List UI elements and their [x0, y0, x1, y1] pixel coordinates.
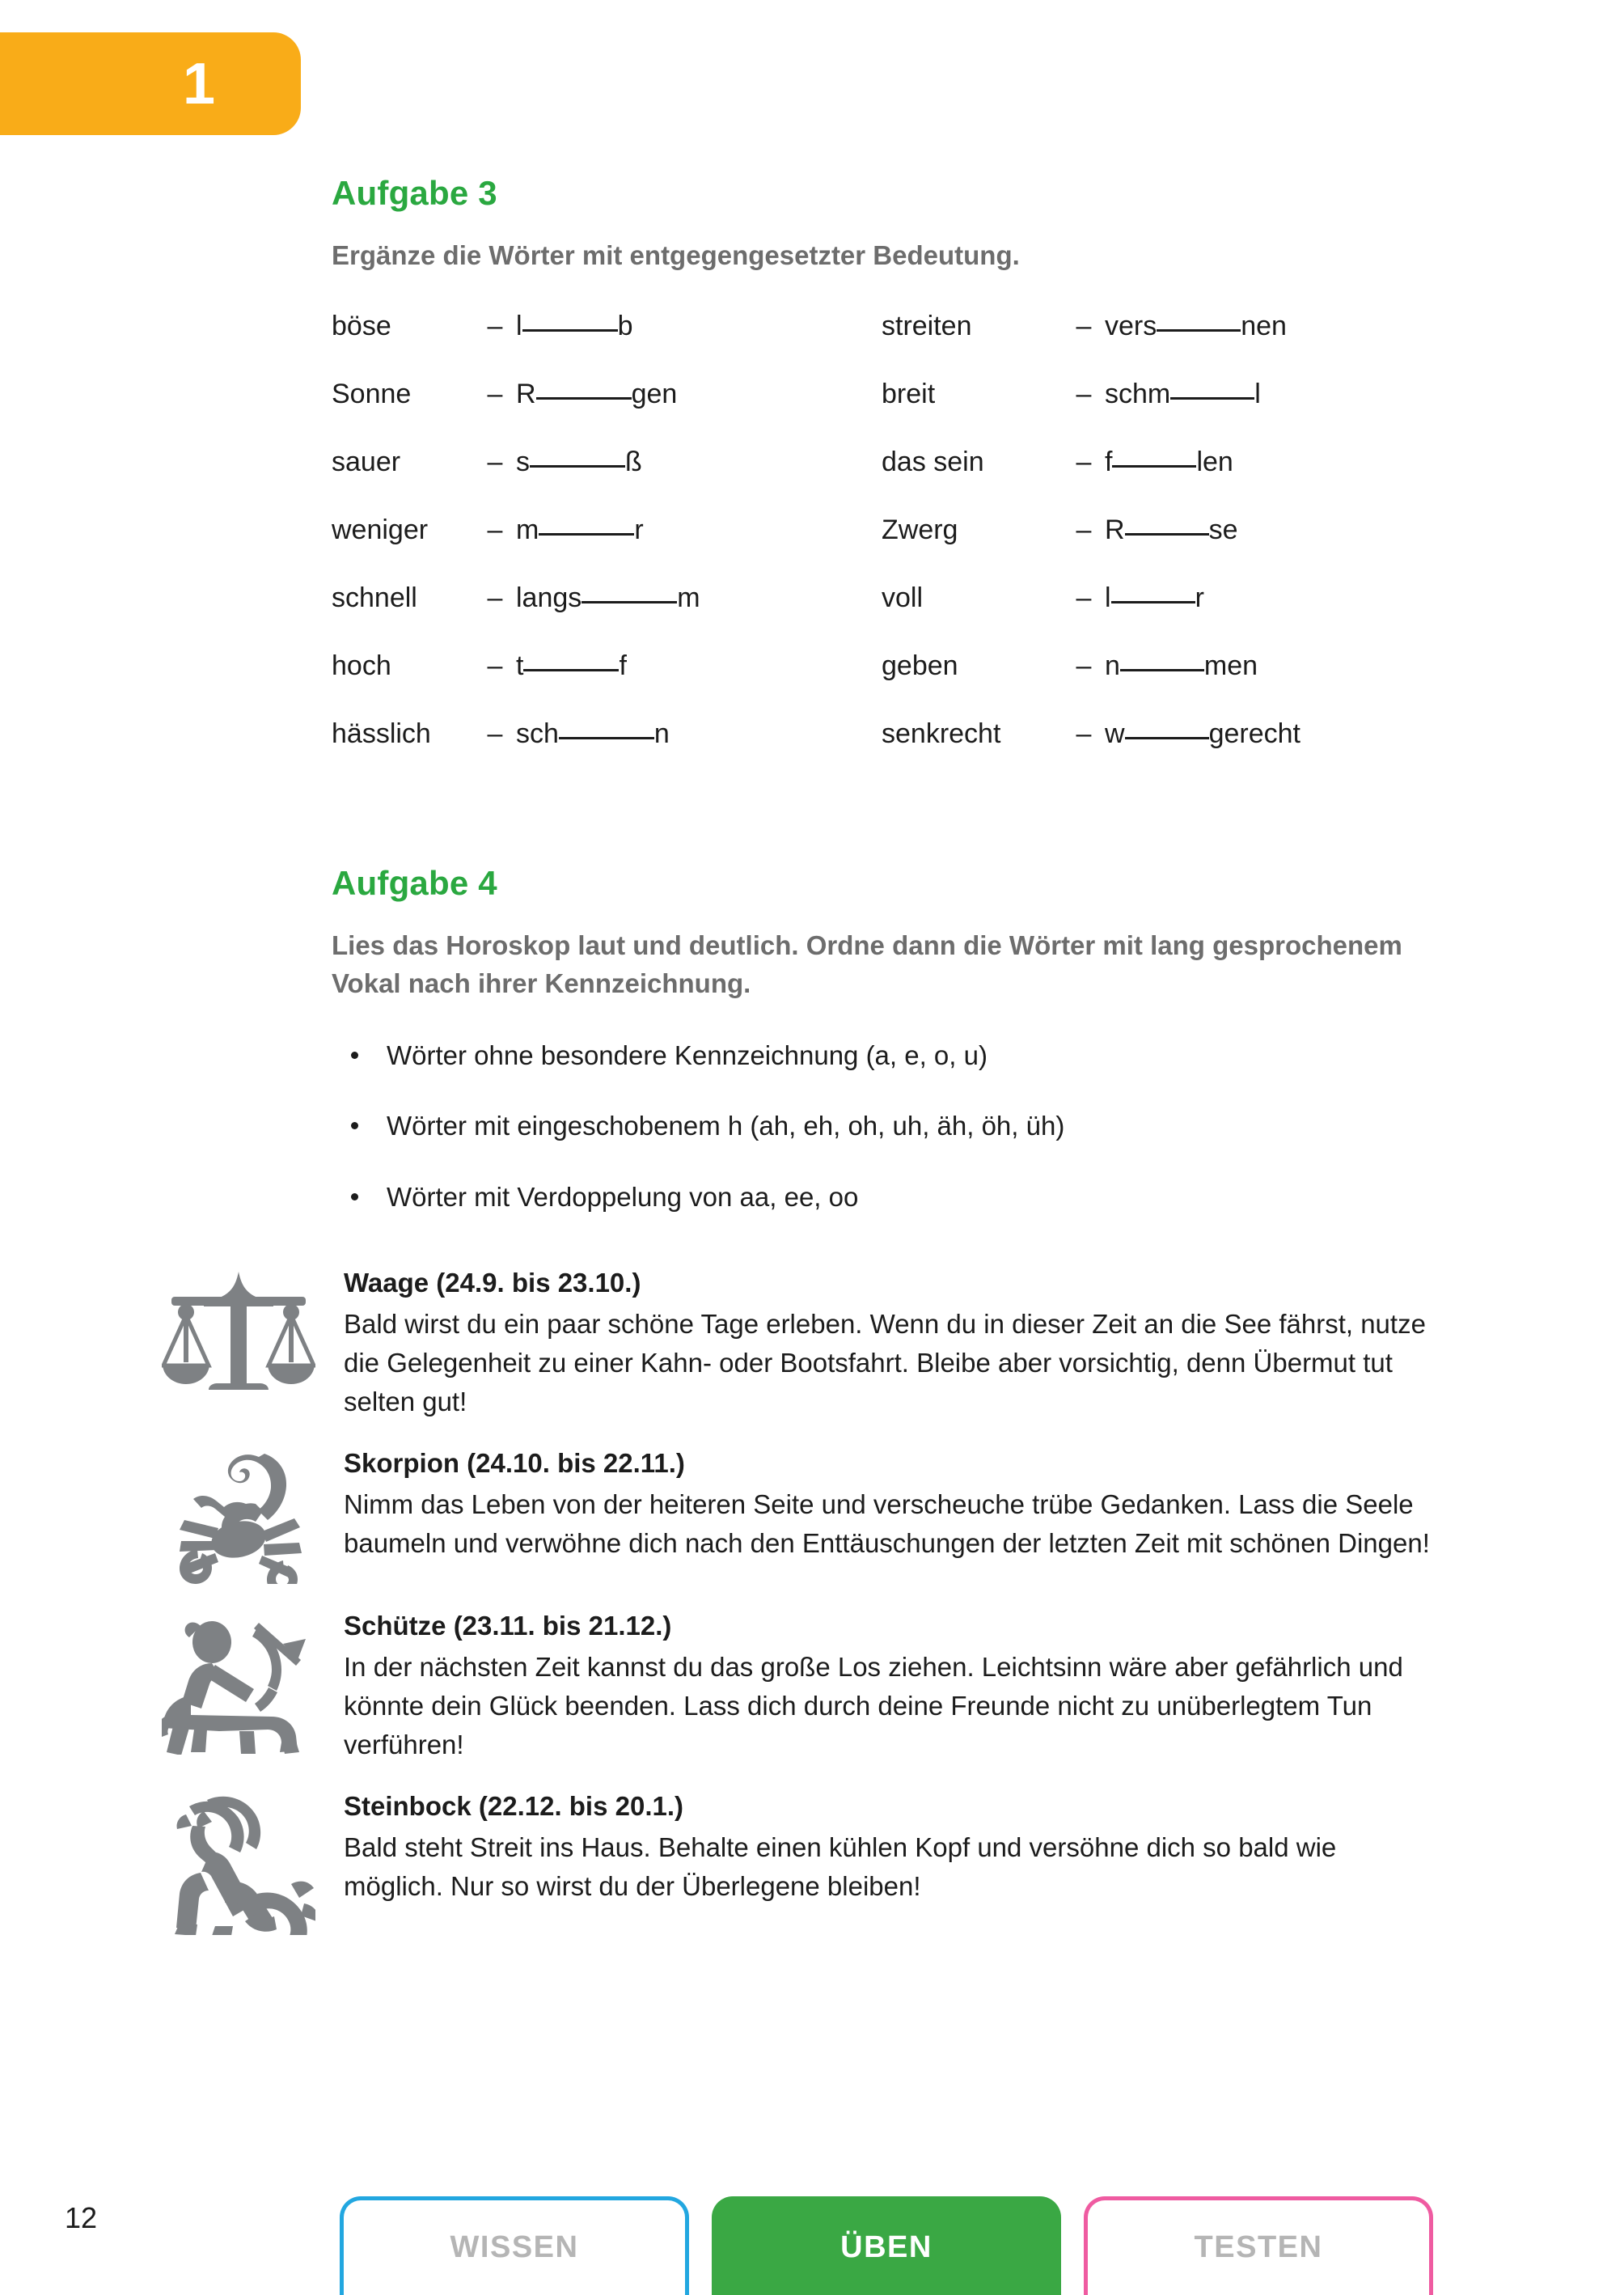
chapter-tab — [0, 32, 301, 135]
word-pair-grid — [332, 311, 1464, 786]
answer-prefix: R — [516, 378, 536, 409]
word-pair-term: geben — [882, 650, 958, 681]
horoscope-title: Steinbock (22.12. bis 20.1.) — [344, 1791, 684, 1822]
answer-prefix: l — [1105, 582, 1111, 613]
word-pairs-right-column — [882, 311, 1464, 786]
answer-prefix: sch — [516, 718, 559, 749]
answer-suffix: len — [1196, 446, 1233, 477]
horoscope-body — [344, 1446, 1464, 1584]
vowel-rule-label: Wörter mit eingeschobenem h (ah, eh, oh, uh, äh, öh, üh) — [387, 1111, 1065, 1141]
word-pair-answer[interactable] — [516, 582, 700, 614]
word-pair-dash: – — [487, 378, 503, 409]
vowel-rule-label: Wörter mit Verdoppelung von aa, ee, oo — [387, 1182, 859, 1213]
task-3-heading: Aufgabe 3 — [332, 174, 497, 212]
word-pair-term: weniger — [332, 514, 429, 545]
answer-blank[interactable] — [536, 397, 632, 400]
word-pair — [882, 650, 1464, 718]
footer-navigation — [0, 2172, 1624, 2293]
vowel-rules-list — [332, 1039, 1464, 1216]
answer-blank[interactable] — [582, 601, 677, 603]
horoscope-entry — [332, 1789, 1464, 1935]
word-pair-dash: – — [487, 650, 503, 681]
answer-prefix: langs — [516, 582, 582, 613]
chapter-number: 1 — [182, 51, 216, 116]
answer-suffix: men — [1203, 650, 1258, 681]
word-pair-term: Zwerg — [882, 514, 958, 545]
word-pair-answer[interactable] — [516, 718, 670, 750]
answer-blank[interactable] — [1112, 465, 1196, 468]
horoscope-text: Nimm das Leben von der heiteren Seite und verscheuche trübe Gedanken. Lass die Seele baumeln und verwöhne dich nach den Enttäuschungen der letzten Zeit mit schönen Dingen! — [344, 1488, 1430, 1559]
libra-scales-icon — [133, 1265, 344, 1421]
word-pair — [332, 447, 882, 514]
horoscope-entry — [332, 1608, 1464, 1764]
word-pair-answer[interactable] — [516, 514, 644, 546]
horoscope-body — [344, 1608, 1464, 1764]
answer-suffix: r — [634, 514, 644, 545]
page-content — [332, 174, 1464, 1959]
word-pair-answer[interactable] — [1105, 379, 1261, 410]
word-pair-dash: – — [487, 310, 503, 341]
horoscope-text: Bald wirst du ein paar schöne Tage erleben. Wenn du in dieser Zeit an die See fährst, nutze die Gelegenheit zu einer Kahn- oder Bootsfahrt. Bleibe aber vorsichtig, denn Übermut tut selten gut! — [344, 1308, 1426, 1417]
word-pair-term: Sonne — [332, 378, 412, 409]
task-4-instruction: Lies das Horoskop laut und deutlich. Ordne dann die Wörter mit lang gesprochenem Vokal nach ihrer Kennzeichnung. — [332, 929, 1402, 998]
answer-suffix: ß — [625, 446, 642, 477]
answer-blank[interactable] — [1120, 669, 1204, 671]
vowel-rule-item — [351, 1109, 1464, 1144]
answer-blank[interactable] — [1170, 397, 1254, 400]
word-pair-dash: – — [1076, 718, 1092, 749]
answer-blank[interactable] — [523, 669, 619, 671]
vowel-rule-label: Wörter ohne besondere Kennzeichnung (a, e, o, u) — [387, 1040, 988, 1070]
bullet-icon — [351, 1193, 358, 1200]
word-pair-dash: – — [1076, 514, 1092, 545]
answer-prefix: w — [1105, 718, 1125, 749]
answer-blank[interactable] — [522, 329, 618, 332]
bullet-icon — [351, 1122, 358, 1129]
word-pair-answer[interactable] — [1105, 718, 1300, 750]
word-pair-term: breit — [882, 378, 936, 409]
answer-suffix: f — [619, 650, 627, 681]
answer-suffix: b — [617, 310, 633, 341]
word-pairs-left-column — [332, 311, 882, 786]
vowel-rule-item — [351, 1039, 1464, 1073]
answer-prefix: m — [516, 514, 539, 545]
horoscope-title: Schütze (23.11. bis 21.12.) — [344, 1611, 672, 1641]
answer-blank[interactable] — [539, 533, 634, 536]
word-pair — [332, 379, 882, 447]
answer-blank[interactable] — [1125, 737, 1209, 739]
word-pair — [882, 379, 1464, 447]
word-pair — [882, 311, 1464, 379]
task-3-instruction: Ergänze die Wörter mit entgegengesetzter Bedeutung. — [332, 240, 1020, 270]
word-pair-term: hässlich — [332, 718, 431, 749]
word-pair — [332, 311, 882, 379]
horoscope-text: In der nächsten Zeit kannst du das große Los ziehen. Leichtsinn wäre aber gefährlich und könnte dein Glück beenden. Lass dich durch deine Freunde nicht zu unüberlegtem Tun verführen! — [344, 1651, 1403, 1760]
word-pair — [332, 582, 882, 650]
word-pair — [882, 718, 1464, 786]
answer-suffix: r — [1195, 582, 1204, 613]
horoscope-body — [344, 1265, 1464, 1421]
answer-prefix: R — [1105, 514, 1125, 545]
answer-suffix: m — [677, 582, 700, 613]
tab-wissen[interactable]: WISSEN — [340, 2196, 689, 2295]
page-number: 12 — [65, 2201, 98, 2234]
word-pair-term: böse — [332, 310, 391, 341]
word-pair-dash: – — [487, 718, 503, 749]
word-pair-term: hoch — [332, 650, 391, 681]
word-pair-dash: – — [1076, 310, 1092, 341]
answer-prefix: l — [516, 310, 522, 341]
answer-blank[interactable] — [530, 465, 625, 468]
horoscope-entry — [332, 1446, 1464, 1584]
answer-prefix: vers — [1105, 310, 1157, 341]
word-pair-dash: – — [487, 514, 503, 545]
word-pair-answer[interactable] — [1105, 311, 1287, 342]
answer-prefix: schm — [1105, 378, 1171, 409]
answer-suffix: se — [1208, 514, 1238, 545]
word-pair-term: schnell — [332, 582, 417, 613]
word-pair-answer[interactable] — [516, 379, 677, 410]
word-pair-dash: – — [487, 446, 503, 477]
word-pair-answer[interactable] — [516, 650, 627, 682]
answer-suffix: gerecht — [1208, 718, 1300, 749]
scorpio-scorpion-icon — [133, 1446, 344, 1584]
answer-blank[interactable] — [559, 737, 654, 739]
word-pair-answer[interactable] — [516, 447, 642, 478]
word-pair — [882, 582, 1464, 650]
word-pair-dash: – — [487, 582, 503, 613]
word-pair-term: sauer — [332, 446, 401, 477]
horoscope-body — [344, 1789, 1464, 1935]
word-pair-term: streiten — [882, 310, 972, 341]
answer-prefix: f — [1105, 446, 1113, 477]
answer-prefix: s — [516, 446, 530, 477]
answer-prefix: t — [516, 650, 524, 681]
answer-suffix: gen — [631, 378, 678, 409]
answer-blank[interactable] — [1157, 329, 1241, 332]
answer-prefix: n — [1105, 650, 1120, 681]
horoscope-text: Bald steht Streit ins Haus. Behalte einen kühlen Kopf und versöhne dich so bald wie möglich. Nur so wirst du der Überlegene bleiben! — [344, 1831, 1337, 1902]
answer-suffix: n — [653, 718, 670, 749]
word-pair-dash: – — [1076, 446, 1092, 477]
word-pair-answer[interactable] — [1105, 447, 1233, 478]
tab-testen[interactable]: TESTEN — [1084, 2196, 1433, 2295]
word-pair — [332, 650, 882, 718]
vowel-rule-item — [351, 1180, 1464, 1215]
word-pair-dash: – — [1076, 582, 1092, 613]
horoscope-title: Skorpion (24.10. bis 22.11.) — [344, 1448, 685, 1479]
answer-suffix: nen — [1241, 310, 1287, 341]
tab-ueben[interactable]: ÜBEN — [712, 2196, 1061, 2295]
answer-blank[interactable] — [1125, 533, 1209, 536]
word-pair-term: senkrecht — [882, 718, 1001, 749]
sagittarius-archer-icon — [133, 1608, 344, 1764]
word-pair — [332, 514, 882, 582]
word-pair — [332, 718, 882, 786]
word-pair-answer[interactable] — [516, 311, 632, 342]
word-pair-answer[interactable] — [1105, 650, 1258, 682]
word-pair-dash: – — [1076, 650, 1092, 681]
capricorn-goat-icon — [133, 1789, 344, 1935]
answer-suffix: l — [1254, 378, 1261, 409]
word-pair — [882, 447, 1464, 514]
task-4-heading: Aufgabe 4 — [332, 863, 497, 902]
word-pair-answer[interactable] — [1105, 582, 1204, 614]
horoscope-entry — [332, 1265, 1464, 1421]
word-pair-answer[interactable] — [1105, 514, 1237, 546]
word-pair-term: das sein — [882, 446, 984, 477]
word-pair-term: voll — [882, 582, 924, 613]
answer-blank[interactable] — [1111, 601, 1195, 603]
horoscope-title: Waage (24.9. bis 23.10.) — [344, 1268, 641, 1298]
word-pair-dash: – — [1076, 378, 1092, 409]
horoscope-list — [332, 1265, 1464, 1935]
bullet-icon — [351, 1052, 358, 1059]
word-pair — [882, 514, 1464, 582]
